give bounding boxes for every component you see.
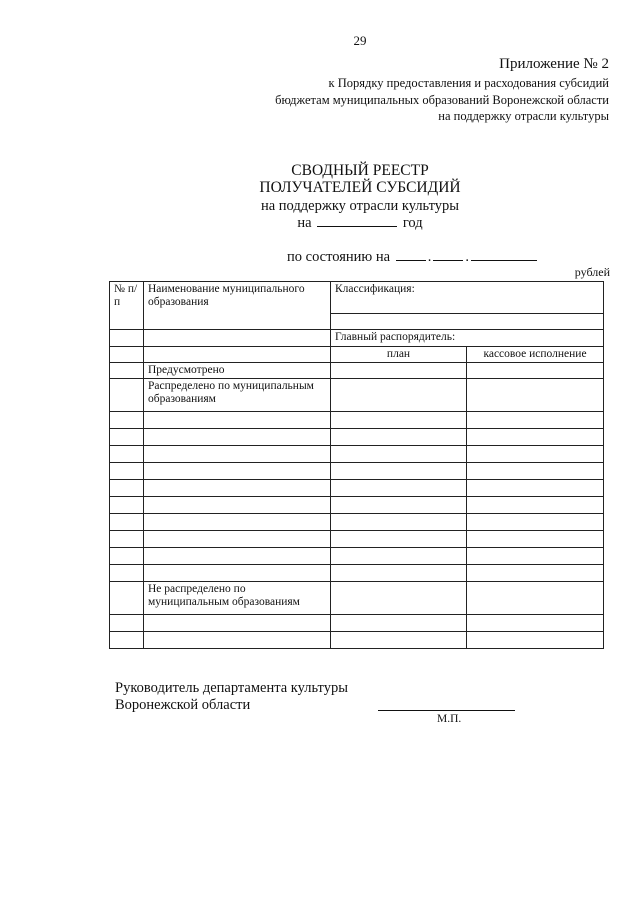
row-provided <box>110 363 604 379</box>
document-title-line-3: на поддержку отрасли культуры <box>260 198 460 214</box>
table-row <box>110 548 604 565</box>
row-distributed <box>110 379 604 412</box>
stamp-label: М.П. <box>437 713 462 725</box>
appendix-line-1: к Порядку предоставления и расходования субсидий <box>328 76 609 90</box>
table-row <box>110 412 604 429</box>
table-row <box>110 497 604 514</box>
header-row-main-manager <box>110 330 604 347</box>
header-row-classification <box>110 282 604 314</box>
row-not-distributed-label: Не распределено по муниципальным образованиям <box>144 582 331 615</box>
header-num-blank-2 <box>110 347 144 363</box>
year-prefix: на <box>297 215 312 231</box>
classification-blank <box>331 314 604 330</box>
state-prefix: по состоянию на <box>287 249 391 265</box>
col-cash-header: кассовое исполнение <box>467 347 604 363</box>
table-row <box>110 480 604 497</box>
col-plan-header: план <box>331 347 467 363</box>
col-num-header: № п/п <box>110 282 144 330</box>
year-blank <box>317 214 397 227</box>
appendix-title: Приложение № 2 <box>499 56 609 72</box>
date-month-blank <box>433 248 463 261</box>
table-row <box>110 565 604 582</box>
table-row <box>110 615 604 632</box>
date-day-blank <box>396 248 426 261</box>
signature-title-line-1: Руководитель департамента культуры <box>115 680 348 696</box>
col-name-header: Наименование муниципального образования <box>144 282 331 330</box>
signature-line <box>378 710 515 711</box>
header-name-blank <box>144 330 331 347</box>
table-row <box>110 463 604 480</box>
year-line <box>0 214 640 232</box>
page-number: 29 <box>353 33 367 48</box>
table-row <box>110 514 604 531</box>
header-row-plan-cash <box>110 347 604 363</box>
year-suffix: год <box>402 215 423 231</box>
currency-label: рублей <box>574 265 610 279</box>
table-row <box>110 446 604 463</box>
appendix-line-2: бюджетам муниципальных образований Воронежской области <box>275 93 609 107</box>
document-title-line-1: СВОДНЫЙ РЕЕСТР <box>291 162 429 179</box>
header-name-blank-2 <box>144 347 331 363</box>
date-year-blank <box>471 248 537 261</box>
registry-table <box>109 281 604 649</box>
appendix-line-3: на поддержку отрасли культуры <box>438 109 609 123</box>
state-date-line: по состоянию на . . <box>287 248 539 266</box>
table-row <box>110 632 604 649</box>
main-manager-header: Главный распорядитель: <box>331 330 604 347</box>
signature-title-line-2: Воронежской области <box>115 697 251 713</box>
table-row <box>110 531 604 548</box>
row-not-distributed <box>110 582 604 615</box>
table-row <box>110 429 604 446</box>
row-distributed-label: Распределено по муниципальным образованиям <box>144 379 331 412</box>
classification-header: Классификация: <box>331 282 604 314</box>
row-provided-label: Предусмотрено <box>144 363 331 379</box>
document-title-line-2: ПОЛУЧАТЕЛЕЙ СУБСИДИЙ <box>259 179 461 196</box>
header-num-blank <box>110 330 144 347</box>
